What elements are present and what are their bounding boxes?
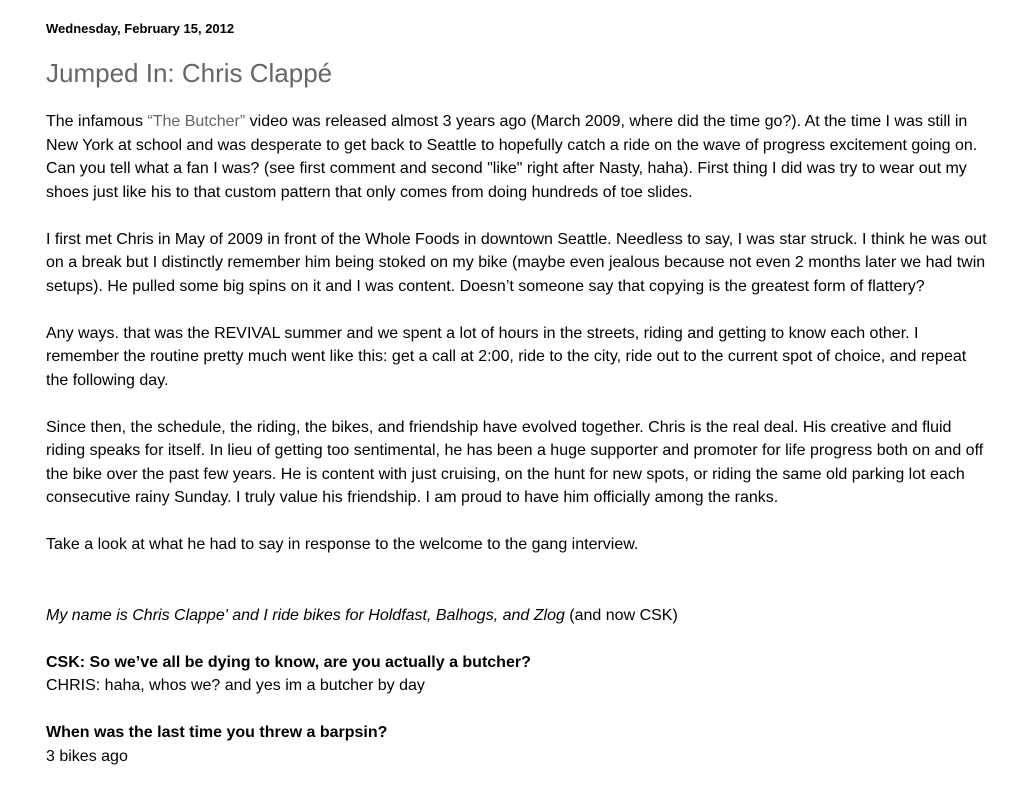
paragraph-revival-summer: Any ways. that was the REVIVAL summer and we spent a lot of hours in the streets, riding and getting to know each other. I remember the routine pretty much went like this: get a call at 2:00, ride to the city, ride out to the current spot of choice, and repeat the following day.	[46, 324, 967, 389]
date-header: Wednesday, February 15, 2012	[46, 21, 235, 36]
paragraph-interview-lead: Take a look at what he had to say in response to the welcome to the gang interview.	[46, 536, 639, 553]
qa-question: CSK: So we’ve all be dying to know, are you actually a butcher?	[46, 653, 531, 671]
post-body	[46, 110, 991, 792]
qa-answer: 3 bikes ago	[46, 747, 128, 765]
interview-intro-italic: My name is Chris Clappe' and I ride bikes for Holdfast, Balhogs, and Zlog	[46, 606, 565, 624]
post-title: Jumped In: Chris Clappé	[46, 58, 333, 88]
paragraph-first-meeting: I first met Chris in May of 2009 in front of the Whole Foods in downtown Seattle. Needless to say, I was star struck. I think he was out on a break but I distinctly remember him being stoked on my bike (maybe even jealous because not even 2 months later we had twin setups). He pulled some big spins on it and I was content. Doesn’t someone say that copying is the greatest form of flattery?	[46, 230, 987, 295]
the-butcher-video-link[interactable]: “The Butcher”	[147, 113, 246, 130]
paragraph-text: video was released almost 3 years ago (March 2009, where did the time go?). At the time I was still in New York at school and was desperate to get back to Seattle to hopefully catch a ride on the wave of progress excitement going on. Can you tell what a fan I was? (see first comment and second "like" right after Nasty, haha). First thing I did was try to wear out my shoes just like his to that custom pattern that only comes from doing hundreds of toe slides.	[46, 113, 978, 201]
qa-item	[46, 721, 991, 768]
qa-question: When was the last time you threw a barpsin?	[46, 724, 388, 741]
spacer	[46, 580, 991, 604]
qa-answer: CHRIS: haha, whos we? and yes im a butcher by day	[46, 677, 425, 694]
qa-item	[46, 651, 991, 698]
paragraph-intro-video	[46, 110, 991, 204]
paragraph-text: The infamous	[46, 113, 148, 130]
interview-intro	[46, 604, 991, 628]
paragraph-friendship: Since then, the schedule, the riding, the bikes, and friendship have evolved together. Chris is the real deal. His creative and fluid riding speaks for itself. In lieu of getting too sentimental, he has been a huge supporter and promoter for life progress both on and off the bike over the past few years. He is content with just cruising, on the hunt for new spots, or riding the same old parking lot each consecutive rainy Sunday. I truly value his friendship. I am proud to have him officially among the ranks.	[46, 418, 984, 506]
interview-intro-suffix: (and now CSK)	[564, 606, 678, 624]
